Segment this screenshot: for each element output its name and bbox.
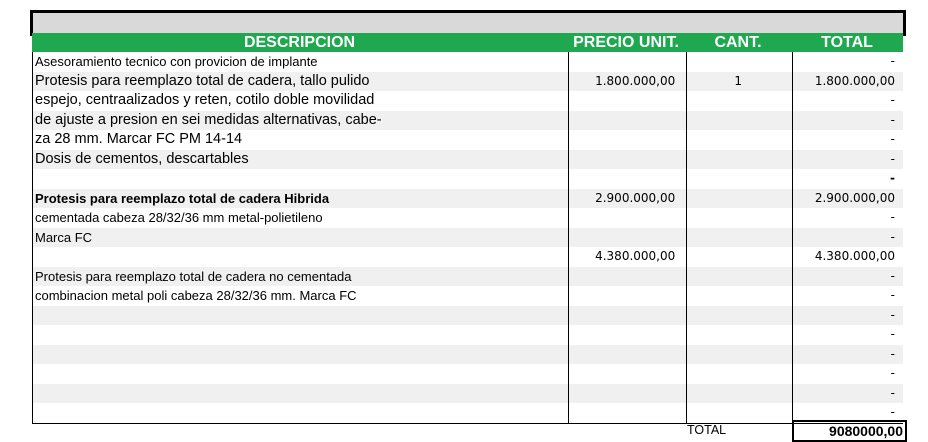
cell-descripcion: Protesis para reemplazo total de cadera no cementada xyxy=(35,268,352,284)
cell-cant xyxy=(685,345,791,365)
total-label: TOTAL xyxy=(687,423,727,437)
table-body xyxy=(32,52,903,424)
cell-total: - xyxy=(890,132,895,146)
cell-descripcion xyxy=(33,306,567,326)
cell-total: - xyxy=(890,366,895,380)
table-row xyxy=(33,286,903,306)
table-row xyxy=(33,267,903,287)
cell-cant xyxy=(685,384,791,404)
cell-total: - xyxy=(890,171,895,185)
cell-precio xyxy=(567,111,685,131)
cell-total: - xyxy=(890,327,895,341)
cell-precio xyxy=(567,286,685,306)
cell-precio xyxy=(567,325,685,345)
cell-total: - xyxy=(890,268,895,283)
col-divider xyxy=(568,52,569,423)
cell-cant xyxy=(685,325,791,345)
table-header xyxy=(32,33,903,52)
cell-total: - xyxy=(890,93,895,107)
table-row xyxy=(33,52,903,72)
cell-cant xyxy=(685,364,791,384)
cell-precio xyxy=(567,345,685,365)
cell-descripcion: Dosis de cementos, descartables xyxy=(35,150,249,167)
cell-precio xyxy=(567,169,685,189)
cell-total: 2.900.000,00 xyxy=(814,190,895,205)
header-precio: PRECIO UNIT. xyxy=(573,34,679,51)
cell-cant xyxy=(685,247,791,267)
cell-precio: 4.380.000,00 xyxy=(595,249,676,263)
table-row xyxy=(33,111,903,131)
table-row xyxy=(33,247,903,267)
cell-descripcion xyxy=(33,345,567,365)
cell-descripcion: za 28 mm. Marcar FC PM 14-14 xyxy=(35,131,243,147)
table-row xyxy=(33,130,903,150)
cell-cant xyxy=(685,208,791,228)
cell-precio xyxy=(567,306,685,326)
table-row xyxy=(33,228,903,248)
table-row xyxy=(33,91,903,111)
cell-cant xyxy=(685,189,791,209)
cell-descripcion xyxy=(33,364,567,384)
cell-precio: 1.800.000,00 xyxy=(595,73,676,88)
table-row xyxy=(33,208,903,228)
cell-descripcion: de ajuste a presion en sei medidas alternativas, cabe- xyxy=(35,111,382,128)
cell-total: - xyxy=(890,288,895,302)
cell-cant xyxy=(685,267,791,287)
cell-cant xyxy=(685,52,791,72)
cell-precio xyxy=(567,267,685,287)
header-descripcion: DESCRIPCION xyxy=(243,34,356,51)
cell-cant xyxy=(685,91,791,111)
cell-total: - xyxy=(890,112,895,127)
cell-total: - xyxy=(890,307,895,322)
table-row xyxy=(33,150,903,170)
quote-table xyxy=(32,33,903,424)
cell-cant xyxy=(685,111,791,131)
cell-cant xyxy=(685,228,791,248)
table-row xyxy=(33,364,903,384)
table-row xyxy=(33,169,903,189)
cell-precio xyxy=(567,130,685,150)
cell-precio: 2.900.000,00 xyxy=(595,190,676,205)
cell-cant xyxy=(685,169,791,189)
cell-descripcion xyxy=(33,247,567,267)
cell-precio xyxy=(567,52,685,72)
total-footer xyxy=(32,420,903,441)
cell-descripcion: combinacion metal poli cabeza 28/32/36 mm. Marca FC xyxy=(35,288,357,303)
cell-descripcion: Asesoramiento tecnico con provicion de implante xyxy=(35,54,318,69)
cell-cant xyxy=(685,130,791,150)
header-total: TOTAL xyxy=(821,34,873,51)
table-row xyxy=(33,384,903,404)
cell-total: 4.380.000,00 xyxy=(814,249,895,263)
cell-cant: 1 xyxy=(734,73,742,88)
cell-descripcion xyxy=(33,384,567,404)
table-row xyxy=(33,306,903,326)
cell-descripcion xyxy=(33,169,567,189)
cell-cant xyxy=(685,306,791,326)
cell-descripcion: Marca FC xyxy=(35,229,93,245)
cell-total: - xyxy=(890,210,895,224)
cell-descripcion xyxy=(33,325,567,345)
header-cant: CANT. xyxy=(714,34,762,51)
cell-descripcion: espejo, centraalizados y reten, cotilo doble movilidad xyxy=(35,92,375,108)
cell-total: - xyxy=(890,405,895,419)
cell-descripcion: Protesis para reemplazo total de cadera Hibrida xyxy=(35,190,330,206)
cell-total: - xyxy=(890,54,895,68)
cell-descripcion: Protesis para reemplazo total de cadera, tallo pulido xyxy=(35,72,370,89)
cell-precio xyxy=(567,208,685,228)
cell-total: - xyxy=(890,346,895,361)
cell-total: - xyxy=(890,229,895,244)
cell-precio xyxy=(567,228,685,248)
cell-precio xyxy=(567,384,685,404)
cell-total: 1.800.000,00 xyxy=(814,73,895,88)
table-row xyxy=(33,189,903,209)
cell-total: - xyxy=(890,385,895,400)
cell-cant xyxy=(685,150,791,170)
table-row xyxy=(33,72,903,92)
table-row xyxy=(33,345,903,365)
cell-total: - xyxy=(890,151,895,166)
col-divider xyxy=(686,52,687,423)
cell-cant xyxy=(685,286,791,306)
cell-precio xyxy=(567,91,685,111)
cell-precio xyxy=(567,364,685,384)
table-row xyxy=(33,325,903,345)
cell-precio xyxy=(567,150,685,170)
grand-total: 9080000,00 xyxy=(792,420,907,442)
cell-descripcion: cementada cabeza 28/32/36 mm metal-polietileno xyxy=(35,210,323,225)
col-divider xyxy=(792,52,793,423)
